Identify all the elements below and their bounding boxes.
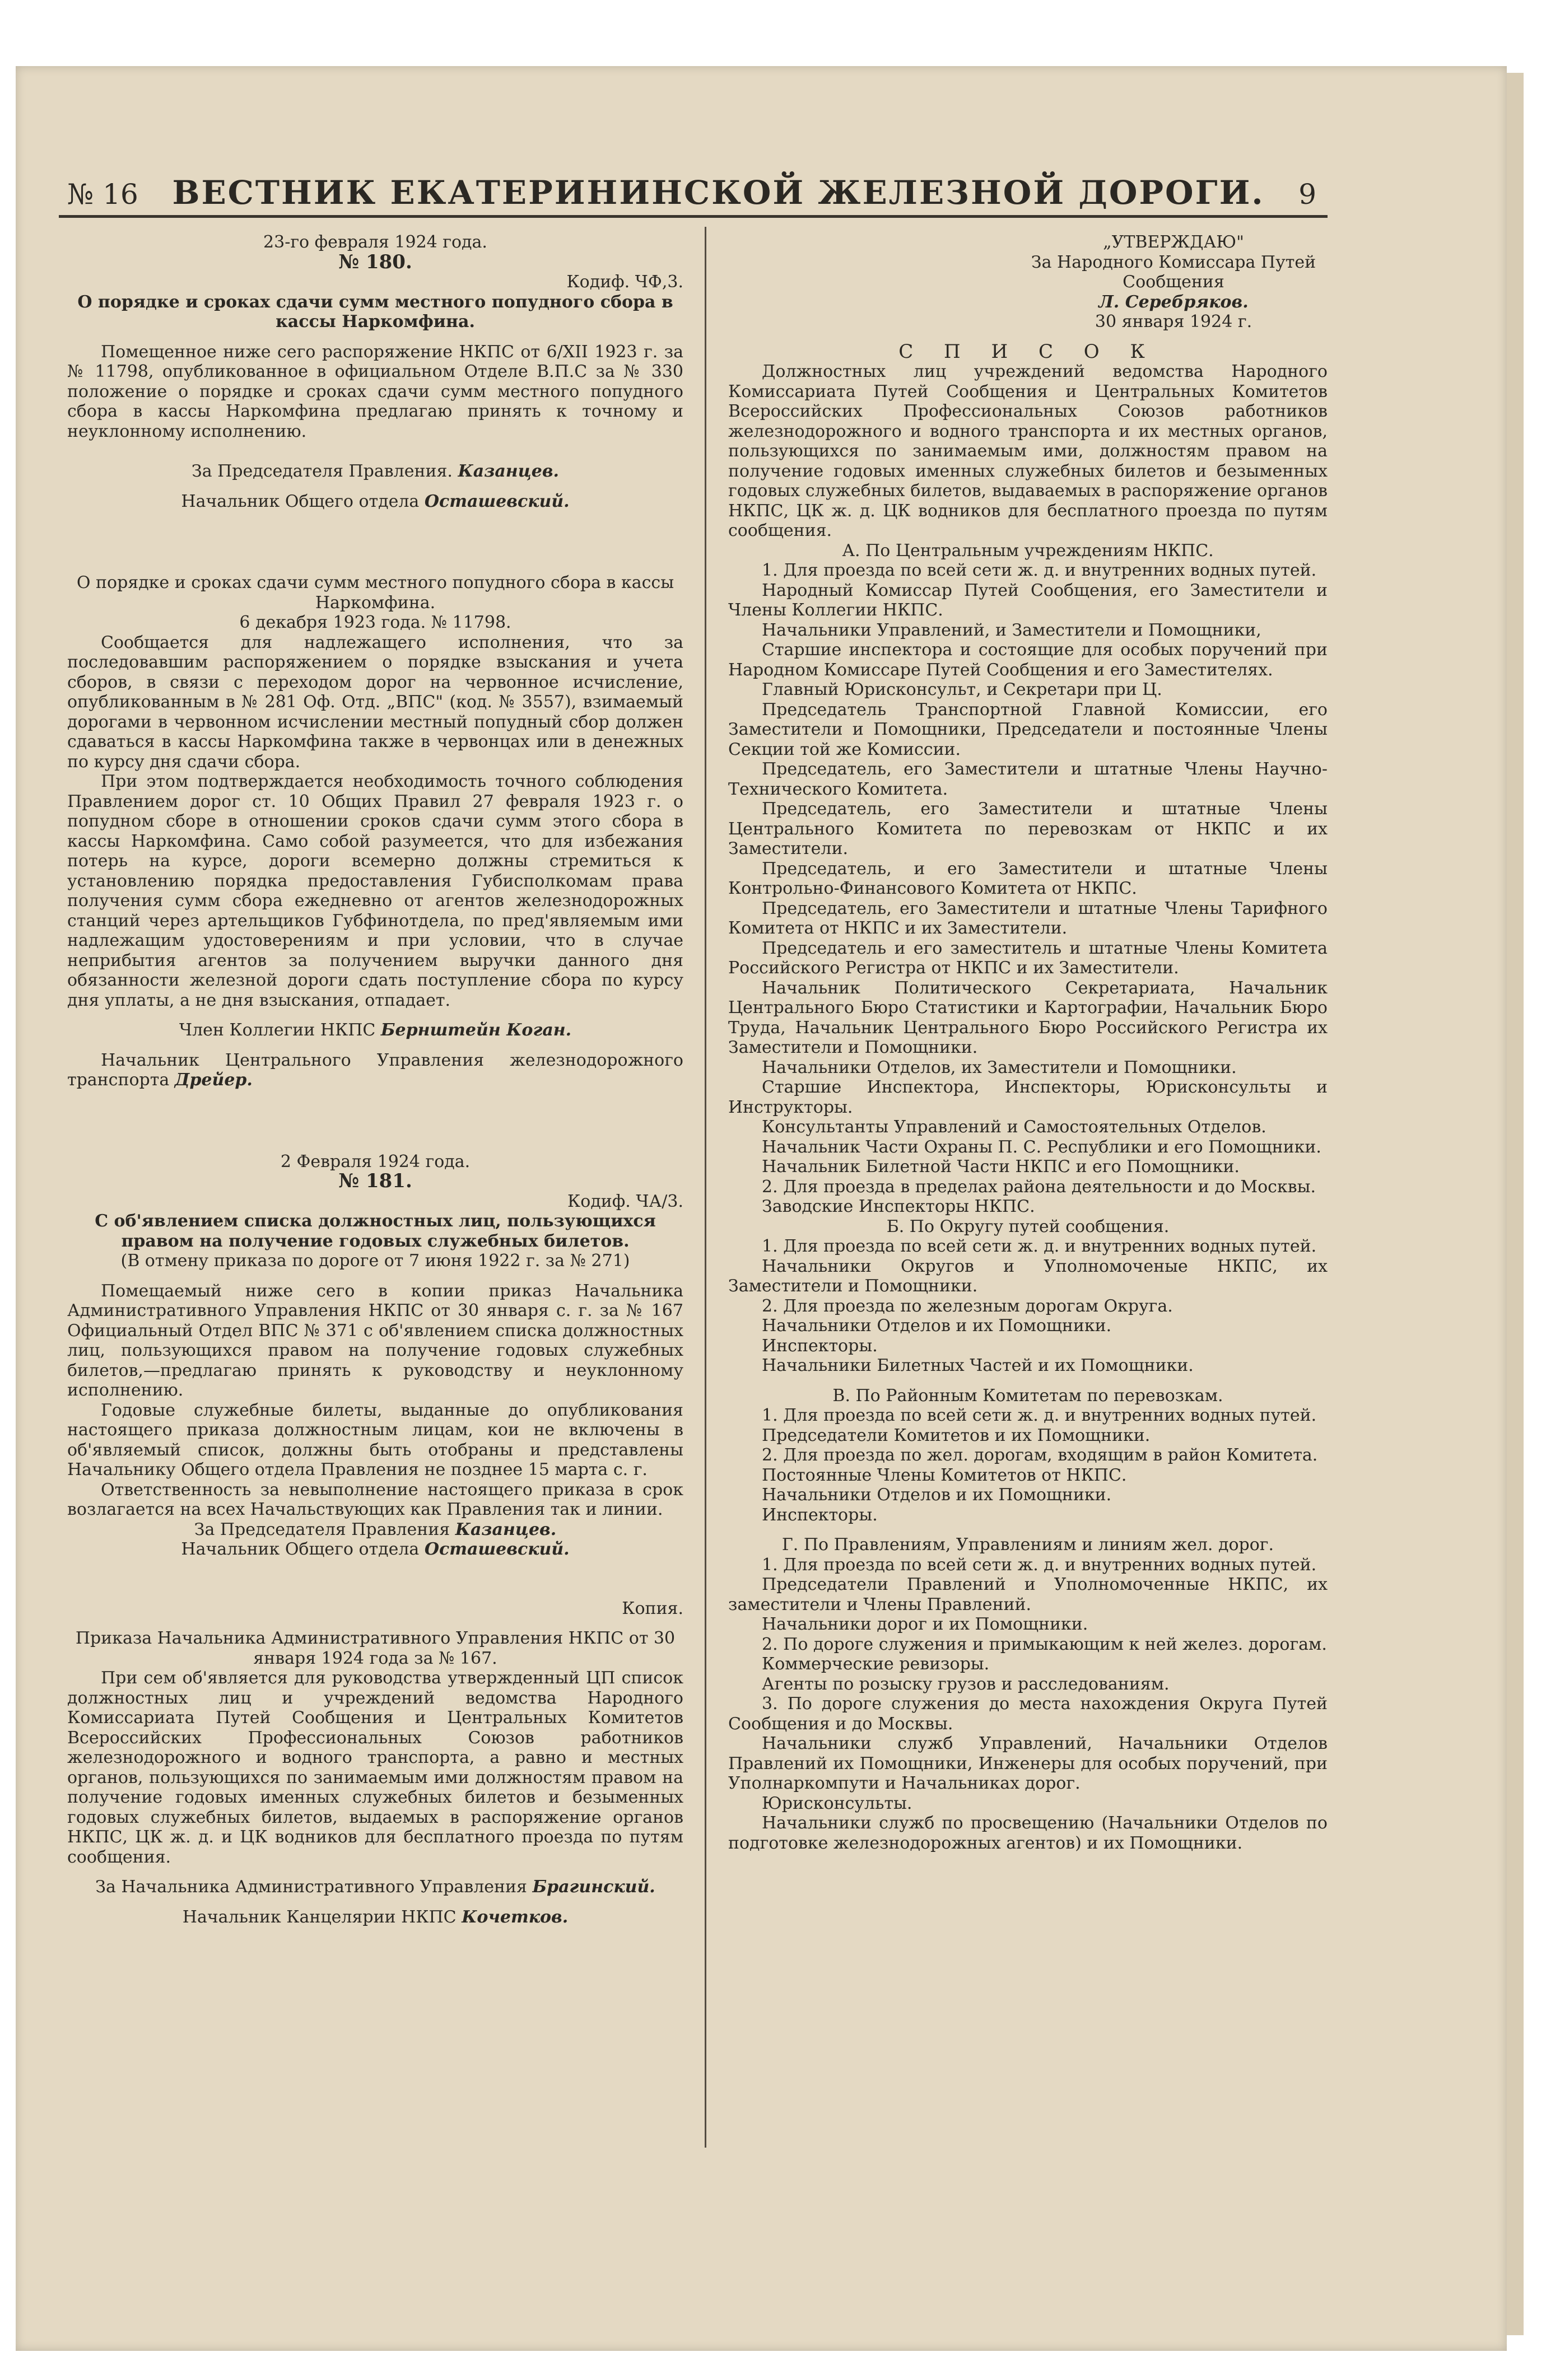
page-edge bbox=[1507, 73, 1524, 2335]
order-180-code: Кодиф. ЧФ,3. bbox=[566, 272, 683, 292]
order-180-number: № 180. bbox=[338, 250, 412, 273]
copy-label: Копия. bbox=[622, 1598, 683, 1618]
directive-date: 6 декабря 1923 года. № 11798. bbox=[239, 613, 511, 632]
list-item: Начальник Политического Секретариата, Начальник Центрального Бюро Статистики и Картографии, Начальник Бюро Труда, Начальник Центрального Бюро Российского Регистра их Заместители и Помощники. bbox=[728, 978, 1328, 1057]
approval-title: „УТВЕРЖДАЮ" bbox=[1103, 232, 1244, 252]
section-a-list bbox=[728, 561, 1328, 1217]
list-item: Начальники служб по просвещению (Начальники Отделов по подготовке железнодорожных агентов) и их Помощники. bbox=[728, 1813, 1328, 1853]
order-181-paragraph-2: Годовые служебные билеты, выданные до опубликования настоящего приказа должностным лицам, кои не включены в об'являемый список, должны быть отобраны и представлены Начальнику Общего отдела Правления не позднее 15 марта с. г. bbox=[67, 1400, 683, 1480]
list-item: Председатель Транспортной Главной Комиссии, его Заместители и Помощники, Председатели и постоянные Члены Секции той же Комиссии. bbox=[728, 699, 1328, 759]
list-item: Начальник Билетной Части НКПС и его Помощники. bbox=[762, 1157, 1240, 1177]
copy-signature-1: За Начальника Административного Управления Брагинский. bbox=[95, 1877, 655, 1897]
directive-paragraph-2: При этом подтверждается необходимость точного соблюдения Правлением дорог ст. 10 Общих Правил 27 февраля 1923 г. о попудном сборе в отношении сроков сдачи сумм этого сбора в кассы Наркомфина. Само собой разумеется, что для избежания потерь на курсе, дороги всемерно должны стремиться к установлению порядка предоставления Губисполкомам права получения сумм сбора ежедневно от агентов железнодорожных станций через артельщиков Губфинотдела, по пред'являемым ими надлежащим удостоверениям и при условии, что в случае неприбытия агентов за получением выручки данного дня обязанности железной дороги сдать поступление сбора по курсу дня уплаты, а не дня взыскания, отпадает. bbox=[67, 772, 683, 1010]
list-item: Юрисконсульты. bbox=[762, 1793, 912, 1813]
list-item: Начальники Управлений, и Заместители и Помощники, bbox=[762, 620, 1261, 640]
order-181-code: Кодиф. ЧА/3. bbox=[567, 1191, 683, 1211]
list-item: Главный Юрисконсульт, и Секретари при Ц. bbox=[762, 680, 1162, 699]
list-item: Председатели Комитетов и их Помощники. bbox=[762, 1425, 1151, 1445]
order-181-cancel-note: (В отмену приказа по дороге от 7 июня 1922 г. за № 271) bbox=[120, 1251, 630, 1271]
list-item: Старшие Инспектора, Инспекторы, Юрисконсульты и Инструкторы. bbox=[728, 1077, 1328, 1117]
section-g-list bbox=[728, 1555, 1328, 1854]
list-item: Начальники Отделов, их Заместители и Помощники. bbox=[762, 1057, 1237, 1077]
approval-authority: За Народного Комиссара Путей Сообщения bbox=[1031, 252, 1316, 292]
list-item: Заводские Инспекторы НКПС. bbox=[762, 1197, 1035, 1216]
list-item: Консультанты Управлений и Самостоятельных Отделов. bbox=[762, 1117, 1266, 1137]
list-item: Инспекторы. bbox=[762, 1336, 878, 1356]
page-number: 9 bbox=[1298, 178, 1316, 211]
column-divider bbox=[705, 227, 706, 2148]
list-item: Начальники Отделов и их Помощники. bbox=[762, 1316, 1112, 1336]
list-item: Начальники Отделов и их Помощники. bbox=[762, 1485, 1112, 1505]
list-item: 2. Для проезда по жел. дорогам, входящим в район Комитета. bbox=[762, 1445, 1318, 1465]
header-rule bbox=[59, 215, 1328, 218]
directive-signature-2: Начальник Центрального Управления железнодорожного транспорта Дрейер. bbox=[67, 1050, 683, 1090]
order-181-date: 2 Февраля 1924 года. bbox=[280, 1151, 471, 1172]
order-181-signature-1: За Председателя Правления Казанцев. bbox=[194, 1519, 557, 1539]
issue-number: № 16 bbox=[67, 178, 138, 211]
list-item: Председатель, его Заместители и штатные Члены Научно-Технического Комитета. bbox=[728, 759, 1328, 799]
approval-signature: Л. Серебряков. bbox=[1098, 292, 1249, 312]
order-181-signature-2: Начальник Общего отдела Осташевский. bbox=[181, 1539, 570, 1559]
list-item: Председатель, его Заместители и штатные Члены Тарифного Комитета от НКПС и их Заместители. bbox=[728, 898, 1328, 938]
copy-signature-2: Начальник Канцелярии НКПС Кочетков. bbox=[182, 1907, 569, 1927]
list-intro: Должностных лиц учреждений ведомства Народного Комиссариата Путей Сообщения и Центральных Комитетов Всероссийских Профессиональных Союзов работников железнодорожного и водного транспорта и их местных органов, пользующихся по занимаемым ими, должностям правом на получение годовых именных служебных билетов и безыменных годовых служебных билетов, выдаваемых в распоряжение органов НКПС, ЦК ж. д. ЦК водников для бесплатного проезда по путям сообщения. bbox=[728, 362, 1328, 540]
directive-paragraph-1: Сообщается для надлежащего исполнения, что за последовавшим распоряжением о порядке взыскания и учета сборов, в связи с переходом дорог на червонное исчисление, опубликованным в № 281 Оф. Отд. „ВПС" (код. № 3557), взимаемый дорогами в червонном исчислении местный попудный сбор должен сдаваться в кассы Наркомфина также в червонцах или в денежных по курсу дня сдачи сбора. bbox=[67, 632, 683, 772]
list-title: С П И С О К bbox=[898, 340, 1157, 363]
list-item: 1. Для проезда по всей сети ж. д. и внутренних водных путей. bbox=[762, 1555, 1317, 1575]
order-180-date: 23-го февраля 1924 года. bbox=[263, 232, 487, 252]
order-180-heading: О порядке и сроках сдачи сумм местного попудного сбора в кассы Наркомфина. bbox=[77, 292, 673, 332]
order-181-number: № 181. bbox=[338, 1170, 412, 1192]
order-180-body: Помещенное ниже сего распоряжение НКПС от 6/XII 1923 г. за № 11798, опубликованное в официальном Отделе В.П.С за № 330 положение о порядке и сроках сдачи сумм местного попудного сбора в кассы Наркомфина предлагаю принять к точному и неуклонному исполнению. bbox=[67, 342, 683, 441]
section-v-list bbox=[728, 1406, 1328, 1525]
list-item: 2. По дороге служения и примыкающим к ней желез. дорогам. bbox=[762, 1634, 1327, 1654]
order-181-paragraph-3: Ответственность за невыполнение настоящего приказа в срок возлагается на всех Начальствующих как Правления так и линии. bbox=[67, 1480, 683, 1519]
list-item: 2. Для проезда по железным дорогам Округа. bbox=[762, 1296, 1173, 1316]
list-item: Старшие инспектора и состоящие для особых поручений при Народном Комиссаре Путей Сообщения и его Заместителях. bbox=[728, 640, 1328, 680]
list-item: Начальник Части Охраны П. С. Республики и его Помощники. bbox=[762, 1137, 1321, 1157]
section-b-title: Б. По Округу путей сообщения. bbox=[886, 1216, 1170, 1236]
list-item: Коммерческие ревизоры. bbox=[762, 1654, 990, 1674]
list-item: Агенты по розыску грузов и расследованиям. bbox=[762, 1674, 1170, 1694]
list-item: 1. Для проезда по всей сети ж. д. и внутренних водных путей. bbox=[762, 1406, 1317, 1425]
order-181-heading: С об'явлением списка должностных лиц, пользующихся правом на получение годовых служебных билетов. bbox=[95, 1211, 656, 1251]
page-header bbox=[67, 174, 1316, 214]
copy-paragraph: При сем об'является для руководства утвержденный ЦП список должностных лиц и учреждений ведомства Народного Комиссариата Путей Сообщения и Центральных Комитетов Всероссийских Профессиональных Союзов работников железнодорожного и водного транспорта, а равно и местных органов, пользующихся по занимаемым ими должностям правом на получение годовых именных служебных билетов и безыменных годовых служебных билетов, выдаемых в распоряжение органов НКПС, ЦК ж. д. и ЦК водников для бесплатного проезда по путям сообщения. bbox=[67, 1668, 683, 1867]
list-item: Председатель, его Заместители и штатные Члены Центрального Комитета по перевозкам от НКПС и их Заместители. bbox=[728, 799, 1328, 858]
list-item: Инспекторы. bbox=[762, 1505, 878, 1525]
list-item: 3. По дороге служения до места нахождения Округа Путей Сообщения и до Москвы. bbox=[728, 1694, 1328, 1734]
list-item: Председатели Правлений и Уполномоченные НКПС, их заместители и Члены Правлений. bbox=[728, 1575, 1328, 1614]
directive-heading: О порядке и сроках сдачи сумм местного попудного сбора в кассы Наркомфина. bbox=[76, 573, 674, 613]
section-g-title: Г. По Правлениям, Управлениям и линиям жел. дорог. bbox=[781, 1535, 1274, 1555]
list-item: Начальники Билетных Частей и их Помощники. bbox=[762, 1356, 1194, 1375]
order-181-paragraph-1: Помещаемый ниже сего в копии приказ Начальника Административного Управления НКПС от 30 января с. г. за № 167 Официальный Отдел ВПС № 371 с об'явлением списка должностных лиц, пользующихся правом на получение годовых служебных билетов,—предлагаю принять к руководству и неуклонному исполнению. bbox=[67, 1281, 683, 1400]
newspaper-title: ВЕСТНИК ЕКАТЕРИНИНСКОЙ ЖЕЛЕЗНОЙ ДОРОГИ. bbox=[172, 174, 1265, 212]
list-item: Народный Комиссар Путей Сообщения, его Заместители и Члены Коллегии НКПС. bbox=[728, 580, 1328, 620]
list-item: Председатель и его заместитель и штатные Члены Комитета Российского Регистра от НКПС и их Заместители. bbox=[728, 938, 1328, 978]
directive-signature-1: Член Коллегии НКПС Бернштейн Коган. bbox=[179, 1020, 572, 1040]
right-column bbox=[728, 232, 1328, 1853]
list-item: Начальники служб Управлений, Начальники Отделов Правлений их Помощники, Инженеры для особых поручений, при Уполнаркомпути и Начальниках дорог. bbox=[728, 1734, 1328, 1793]
approval-date: 30 января 1924 г. bbox=[1095, 312, 1252, 332]
list-item: 1. Для проезда по всей сети ж. д. и внутренних водных путей. bbox=[762, 1236, 1317, 1256]
order-180-signature-1: За Председателя Правления. Казанцев. bbox=[192, 461, 559, 481]
list-item: 1. Для проезда по всей сети ж. д. и внутренних водных путей. bbox=[762, 561, 1317, 580]
section-b-list bbox=[728, 1236, 1328, 1376]
left-column bbox=[67, 232, 683, 1927]
order-180-signature-2: Начальник Общего отдела Осташевский. bbox=[181, 491, 570, 511]
section-a-title: А. По Центральным учреждениям НКПС. bbox=[842, 540, 1214, 561]
list-item: Начальники дорог и их Помощники. bbox=[762, 1614, 1088, 1634]
copy-heading: Приказа Начальника Административного Управления НКПС от 30 января 1924 года за № 167. bbox=[75, 1628, 676, 1668]
section-v-title: В. По Районным Комитетам по перевозкам. bbox=[832, 1385, 1223, 1406]
approval-block bbox=[1019, 232, 1328, 332]
list-item: Председатель, и его Заместители и штатные Члены Контрольно-Финансового Комитета от НКПС. bbox=[728, 858, 1328, 898]
list-item: Постоянные Члены Комитетов от НКПС. bbox=[762, 1465, 1127, 1485]
list-item: Начальники Округов и Уполномоченые НКПС, их Заместители и Помощники. bbox=[728, 1256, 1328, 1296]
list-item: 2. Для проезда в пределах района деятельности и до Москвы. bbox=[762, 1177, 1316, 1197]
